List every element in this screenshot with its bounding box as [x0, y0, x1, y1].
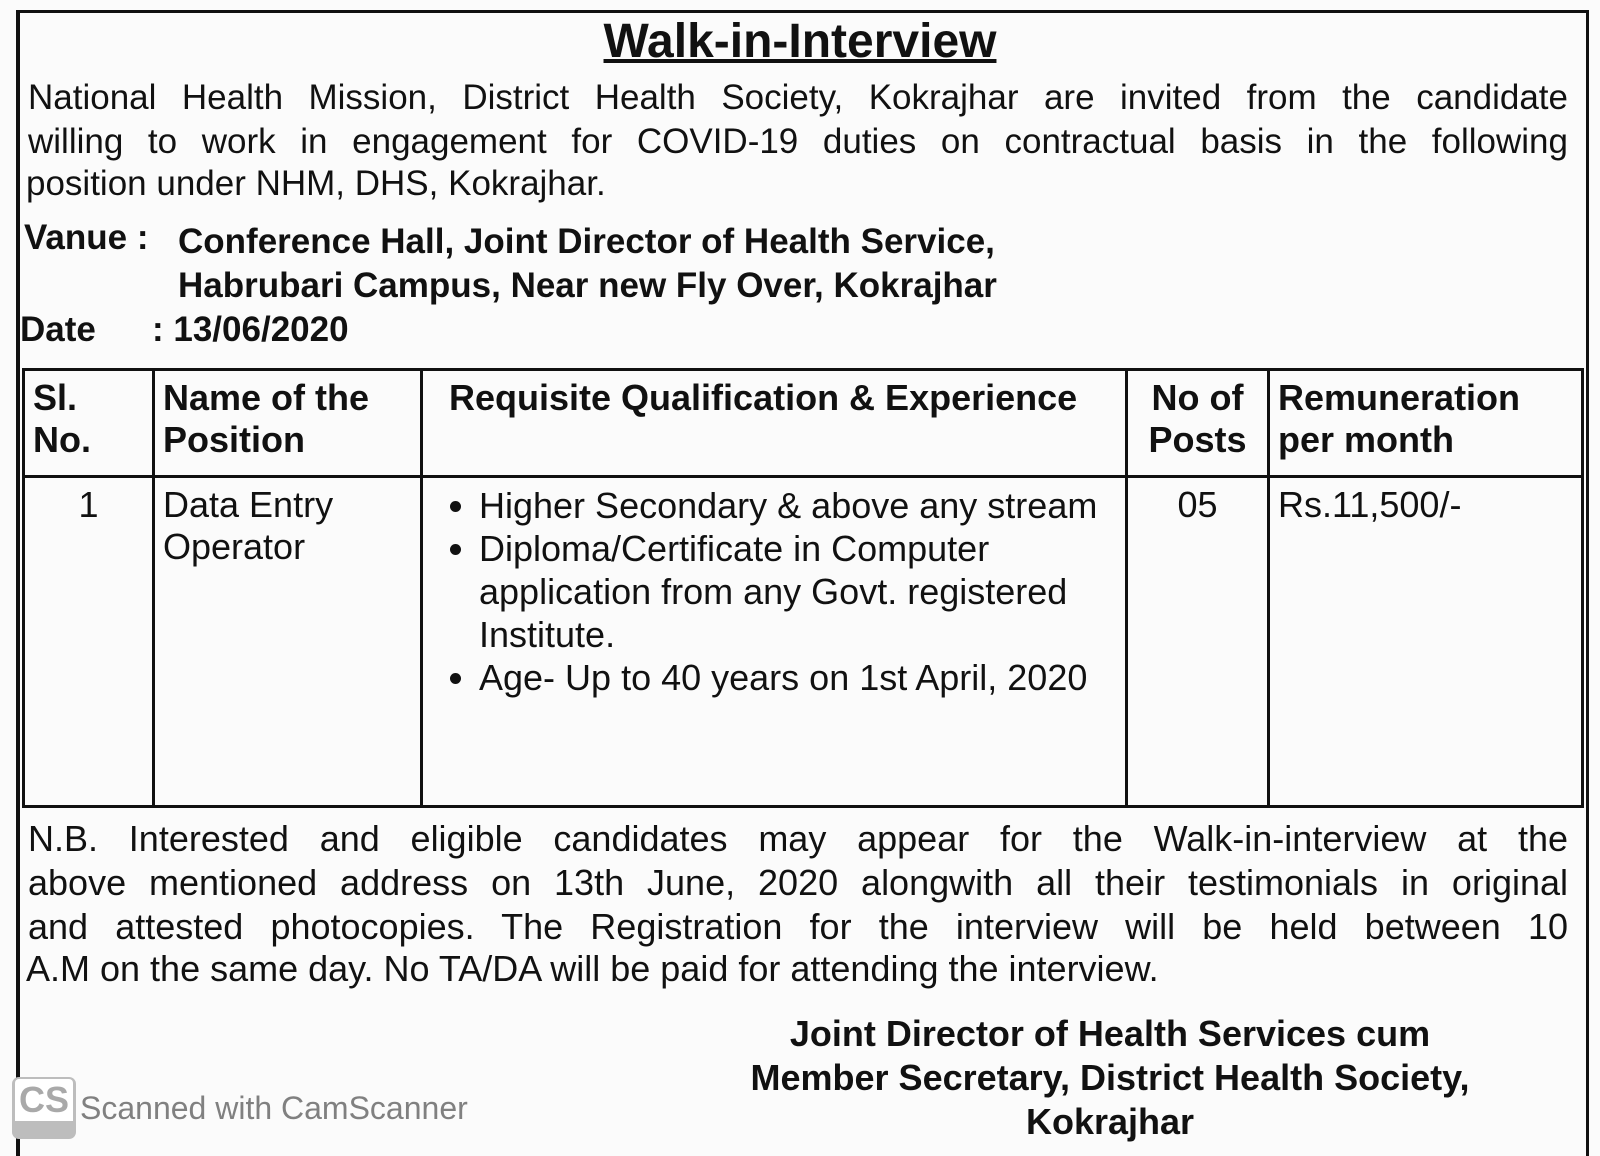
signature-line: Kokrajhar	[1025, 1101, 1195, 1142]
positions-table	[22, 368, 1584, 808]
header-posts: No of Posts	[1127, 370, 1269, 477]
venue-line: Conference Hall, Joint Director of Health Service,	[178, 222, 995, 261]
cell-position: Data Entry Operator	[154, 477, 422, 807]
header-sl-no: Sl. No.	[24, 370, 154, 477]
venue-line: Habrubari Campus, Near new Fly Over, Kokrajhar	[178, 266, 997, 305]
nb-line: A.M on the same day. No TA/DA will be paid for attending the interview.	[26, 948, 1159, 989]
cell-sl-no: 1	[24, 477, 154, 807]
nb-line: N.B. Interested and eligible candidates may appear for the Walk-in-interview at the	[28, 818, 1568, 859]
signature-line: Member Secretary, District Health Society,	[750, 1057, 1470, 1098]
date-label: Date	[20, 310, 96, 349]
header-position: Name of the Position	[154, 370, 422, 477]
camscanner-watermark	[12, 1077, 468, 1139]
venue-label: Vanue :	[24, 218, 149, 257]
date-value: : 13/06/2020	[152, 310, 349, 349]
watermark-text: Scanned with CamScanner	[80, 1089, 468, 1126]
table-row	[24, 477, 1583, 807]
cell-remuneration: Rs.11,500/-	[1269, 477, 1583, 807]
nb-line: above mentioned address on 13th June, 2020 alongwith all their testimonials in original	[28, 862, 1568, 903]
nb-line: and attested photocopies. The Registration for the interview will be held between 10	[28, 906, 1568, 947]
qualification-item: • Diploma/Certificate in Computer application from any Govt. registered Institute.	[479, 527, 1117, 656]
qualification-item: • Age- Up to 40 years on 1st April, 2020	[479, 656, 1117, 699]
cell-qualifications	[422, 477, 1127, 807]
cell-posts: 05	[1127, 477, 1269, 807]
intro-line: position under NHM, DHS, Kokrajhar.	[26, 164, 606, 203]
table-header-row	[24, 370, 1583, 477]
qualification-item: • Higher Secondary & above any stream	[479, 484, 1117, 527]
notice-title: Walk-in-Interview	[603, 15, 997, 68]
intro-line: National Health Mission, District Health Society, Kokrajhar are invited from the candidate	[28, 78, 1568, 117]
camscanner-logo-icon: CS	[12, 1077, 76, 1139]
signature-line: Joint Director of Health Services cum	[789, 1013, 1431, 1054]
signature-block	[690, 1012, 1530, 1144]
intro-line: willing to work in engagement for COVID-19 duties on contractual basis in the following	[28, 122, 1568, 161]
header-remuneration: Remuneration per month	[1269, 370, 1583, 477]
header-qualification: Requisite Qualification & Experience	[422, 370, 1127, 477]
